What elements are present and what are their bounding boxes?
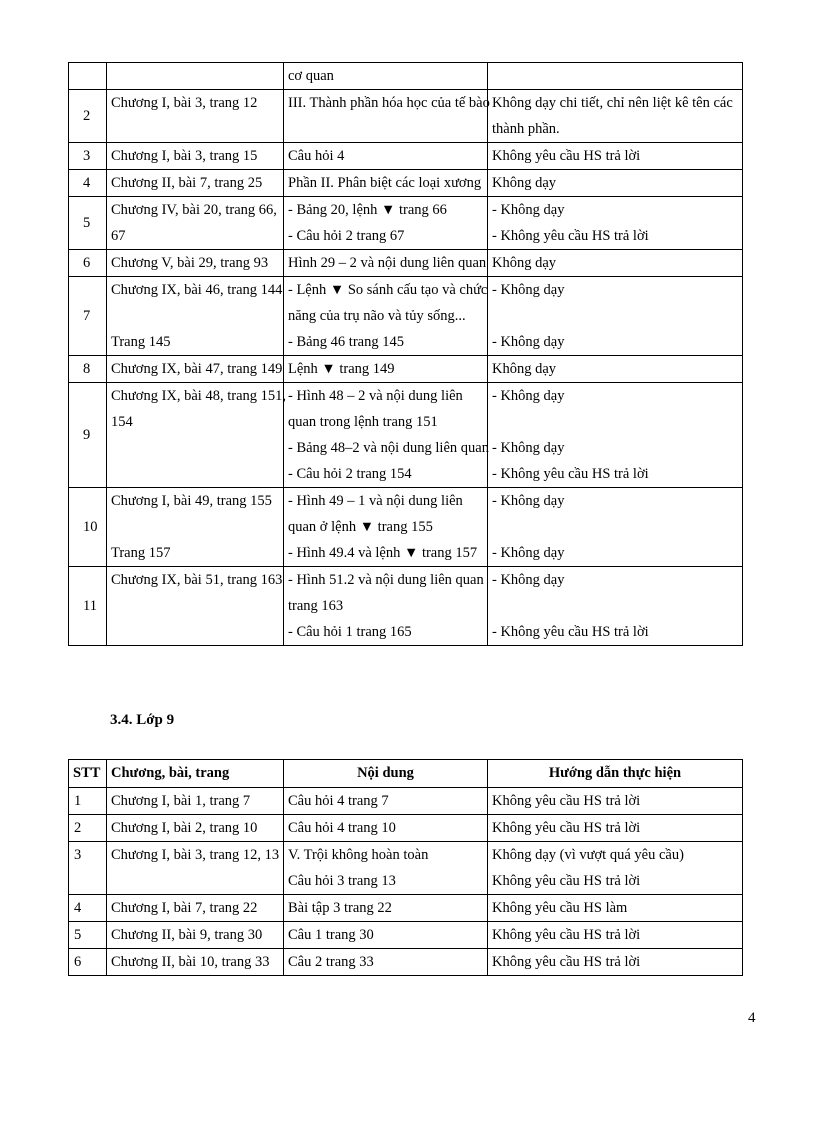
chapter-cell [107,170,284,197]
content-line: Câu hỏi 3 trang 13 [288,873,396,889]
content-line: Câu hỏi 4 trang 10 [288,820,396,836]
content-cell [284,815,488,842]
content-line: - Hình 49 – 1 và nội dung liên [288,493,463,509]
chapter-line: Chương V, bài 29, trang 93 [111,255,269,271]
guide-cell [488,277,743,356]
guide-cell [488,815,743,842]
content-line: - Hình 49.4 và lệnh ▼ trang 157 [288,545,478,561]
stt-cell: 2 [69,815,107,842]
header-guide: Hướng dẫn thực hiện [488,760,743,788]
chapter-line: 154 [111,414,133,430]
guide-cell [488,197,743,250]
chapter-line: Chương I, bài 49, trang 155 [111,493,272,509]
header-content: Nội dung [284,760,488,788]
content-line: - Hình 51.2 và nội dung liên quan [288,572,484,588]
stt-cell: 10 [69,488,107,567]
guide-cell [488,949,743,976]
content-line: V. Trội không hoàn toàn [288,847,429,863]
content-line: - Câu hỏi 1 trang 165 [288,624,412,640]
table-row [69,277,743,356]
content-line: - Câu hỏi 2 trang 67 [288,228,405,244]
guide-line: Không yêu cầu HS trả lời [492,954,641,970]
guide-line: Không dạy (vì vượt quá yêu cầu) [492,847,684,863]
stt-cell: 7 [69,277,107,356]
content-line: quan trong lệnh trang 151 [288,414,438,430]
chapter-cell [107,815,284,842]
chapter-line: Trang 145 [111,334,171,350]
table-row [69,197,743,250]
chapter-line: Chương IX, bài 47, trang 149 [111,361,283,377]
guide-cell [488,250,743,277]
guide-line: Không yêu cầu HS trả lời [492,148,641,164]
guide-line: - Không dạy [492,493,565,509]
content-cell [284,383,488,488]
content-line: quan ở lệnh ▼ trang 155 [288,519,433,535]
chapter-cell [107,197,284,250]
chapter-line: Chương II, bài 10, trang 33 [111,954,270,970]
stt-cell: 6 [69,949,107,976]
stt-cell: 1 [69,788,107,815]
chapter-cell [107,788,284,815]
content-line: III. Thành phần hóa học của tế bào [288,95,490,111]
table-row [69,90,743,143]
guide-cell [488,356,743,383]
guide-line: - Không dạy [492,202,565,218]
chapter-cell [107,567,284,646]
guide-cell [488,170,743,197]
chapter-cell [107,277,284,356]
page-number: 4 [748,1010,756,1026]
chapter-line: Chương I, bài 1, trang 7 [111,793,251,809]
table-row [69,949,743,976]
stt-cell: 11 [69,567,107,646]
guide-line: - Không dạy [492,388,565,404]
chapter-line [111,435,279,461]
content-cell [284,277,488,356]
content-line: Câu 2 trang 33 [288,954,374,970]
header-row [69,760,743,788]
guide-cell [488,895,743,922]
guide-line: - Không dạy [492,334,565,350]
chapter-line: Chương I, bài 7, trang 22 [111,900,258,916]
chapter-cell [107,356,284,383]
chapter-cell [107,90,284,143]
guide-line: thành phần. [492,121,560,137]
content-line: Bài tập 3 trang 22 [288,900,392,916]
guide-line: - Không yêu cầu HS trả lời [492,228,649,244]
chapter-cell [107,383,287,488]
content-line: - Câu hỏi 2 trang 154 [288,466,412,482]
chapter-line [111,868,279,894]
stt-cell: 5 [69,197,107,250]
content-line: - Hình 48 – 2 và nội dung liên [288,388,463,404]
guide-cell [488,383,743,488]
chapter-cell [107,922,284,949]
content-cell [284,170,488,197]
chapter-line: Chương I, bài 3, trang 12, 13 [111,847,280,863]
grade-9-table [68,759,743,976]
chapter-line: Chương IX, bài 51, trang 163 [111,572,283,588]
table-row [69,63,743,90]
chapter-line [111,461,279,487]
content-cell [284,90,488,143]
content-cell [284,488,488,567]
guide-cell [488,922,743,949]
content-cell [284,143,488,170]
chapter-cell [107,488,284,567]
guide-line [492,303,738,329]
chapter-line [111,303,279,329]
table-row [69,170,743,197]
guide-line: - Không dạy [492,545,565,561]
stt-cell: 3 [69,842,107,895]
content-line: Hình 29 – 2 và nội dung liên quan [288,255,487,271]
content-cell [284,250,488,277]
guide-line [492,409,738,435]
guide-cell [488,788,743,815]
table-row [69,383,743,488]
chapter-line: Trang 157 [111,545,171,561]
content-line: - Lệnh ▼ So sánh cấu tạo và chức [288,282,488,298]
guide-line: Không yêu cầu HS trả lời [492,820,641,836]
table2-body [69,788,743,976]
table2-header [69,760,743,788]
guide-line: Không yêu cầu HS làm [492,900,628,916]
chapter-line: Chương IX, bài 48, trang 151, [111,388,287,404]
content-line: cơ quan [288,68,334,84]
chapter-line: Chương I, bài 2, trang 10 [111,820,258,836]
chapter-line [111,63,279,89]
table1-body [69,63,743,646]
guide-cell [488,90,743,143]
content-cell [284,895,488,922]
stt-cell: 9 [69,383,107,488]
guide-line: - Không yêu cầu HS trả lời [492,466,649,482]
header-chapter: Chương, bài, trang [107,760,284,788]
content-cell [284,567,488,646]
guide-cell [488,488,743,567]
header-stt: STT [69,760,107,788]
content-cell [284,842,488,895]
stt-cell: 8 [69,356,107,383]
chapter-line [111,514,279,540]
guide-cell [488,143,743,170]
content-line: Câu hỏi 4 [288,148,345,164]
content-line: - Bảng 48–2 và nội dung liên quan [288,440,489,456]
guide-line: - Không dạy [492,440,565,456]
chapter-line: Chương I, bài 3, trang 15 [111,148,258,164]
content-cell [284,197,488,250]
chapter-line: Chương II, bài 7, trang 25 [111,175,263,191]
chapter-line: Chương I, bài 3, trang 12 [111,95,258,111]
chapter-line [111,593,279,619]
stt-cell: 4 [69,170,107,197]
content-line: - Bảng 20, lệnh ▼ trang 66 [288,202,447,218]
guide-line: Không yêu cầu HS trả lời [492,873,641,889]
chapter-line: Chương IX, bài 46, trang 144 [111,282,283,298]
chapter-line: Chương IV, bài 20, trang 66, [111,202,277,218]
stt-cell: 5 [69,922,107,949]
chapter-line: 67 [111,228,126,244]
stt-cell: 2 [69,90,107,143]
table-row [69,567,743,646]
table-row [69,922,743,949]
content-line: Phần II. Phân biệt các loại xương [288,175,482,191]
table-row [69,356,743,383]
chapter-cell [107,895,284,922]
guide-line [492,593,738,619]
content-cell [284,949,488,976]
chapter-line: Chương II, bài 9, trang 30 [111,927,263,943]
table-row [69,143,743,170]
guide-line: - Không dạy [492,282,565,298]
stt-cell: 3 [69,143,107,170]
stt-cell: 4 [69,895,107,922]
chapter-cell [107,63,284,90]
guide-line: - Không yêu cầu HS trả lời [492,624,649,640]
table-row [69,895,743,922]
table-row [69,250,743,277]
content-line: Lệnh ▼ trang 149 [288,361,395,377]
content-line: trang 163 [288,598,344,614]
curriculum-table-continued [68,62,743,646]
chapter-cell [107,949,284,976]
guide-line [492,514,738,540]
guide-line [492,63,738,89]
content-line: Câu 1 trang 30 [288,927,374,943]
table-row [69,788,743,815]
guide-cell [488,567,743,646]
guide-line: Không dạy [492,175,557,191]
stt-cell: 6 [69,250,107,277]
guide-line: Không yêu cầu HS trả lời [492,927,641,943]
guide-cell [488,842,743,895]
guide-line: Không yêu cầu HS trả lời [492,793,641,809]
chapter-cell [107,143,284,170]
table-row [69,488,743,567]
content-line: năng của trụ não và tủy sống... [288,308,466,324]
chapter-cell [107,250,284,277]
stt-cell [69,63,107,90]
content-line: - Bảng 46 trang 145 [288,334,404,350]
guide-line: Không dạy [492,361,557,377]
content-cell [284,63,488,90]
guide-line: Không dạy chi tiết, chỉ nên liệt kê tên các [492,95,733,111]
section-title: 3.4. Lớp 9 [110,712,175,728]
guide-cell [488,63,743,90]
content-cell [284,922,488,949]
guide-line: - Không dạy [492,572,565,588]
chapter-cell [107,842,284,895]
content-cell [284,788,488,815]
chapter-line [111,619,279,645]
content-line: Câu hỏi 4 trang 7 [288,793,389,809]
table-row [69,842,743,895]
content-cell [284,356,488,383]
table-row [69,815,743,842]
guide-line: Không dạy [492,255,557,271]
